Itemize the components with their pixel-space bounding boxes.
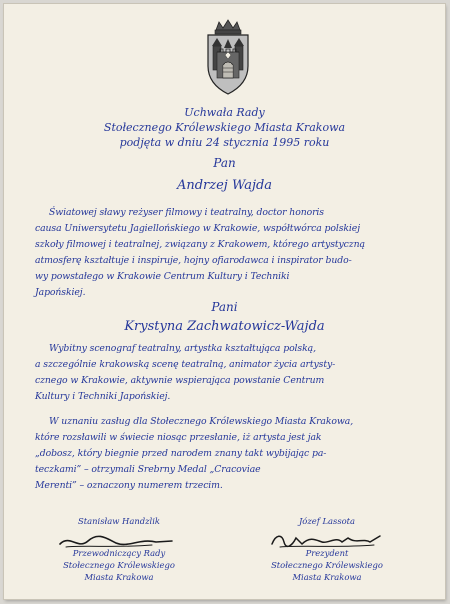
right-signatory-name: Józef Lassota xyxy=(298,516,356,526)
right-signatory-title: Stołecznego Królewskiego xyxy=(271,560,383,570)
recipient2-salutation: Pani xyxy=(211,300,238,314)
resolution-issuer: Stołecznego Królewskiego Miasta Krakowa xyxy=(103,121,346,134)
recipient1-line: causa Uniwersytetu Jagiellońskiego w Krakowie, współtwórca polskiej xyxy=(35,223,360,234)
resolution-line: Merenti” – oznaczony numerem trzecim. xyxy=(35,480,223,491)
resolution-line: W uznaniu zasług dla Stołecznego Królewskiego Miasta Krakowa, xyxy=(49,416,354,427)
recipient2-line: Wybitny scenograf teatralny, artystka kształtująca polską, xyxy=(49,343,316,354)
recipient1-line: atmosferę kształtuje i inspiruje, hojny ofiarodawca i inspirator budo- xyxy=(35,255,352,266)
left-signatory-title: Przewodniczący Rady xyxy=(72,548,166,558)
recipient1-salutation: Pan xyxy=(213,156,236,170)
right-signatory-title: Prezydent xyxy=(305,548,349,558)
recipient1-line: wy powstałego w Krakowie Centrum Kultury i Techniki xyxy=(35,271,290,282)
recipient2-line: Kultury i Techniki Japońskiej. xyxy=(35,391,171,402)
left-signatory-title: Miasta Krakowa xyxy=(84,572,154,582)
resolution-line: teczkami” – otrzymali Srebrny Medal „Cracoviae xyxy=(35,464,261,475)
resolution-line: które rozsławili w świecie niosąc przesłanie, iż artysta jest jak xyxy=(35,432,322,443)
right-signatory-title: Miasta Krakowa xyxy=(292,572,362,582)
recipient2-name: Krystyna Zachwatowicz-Wajda xyxy=(124,319,325,334)
recipient1-line: szkoły filmowej i teatralnej, związany z Krakowem, którego artystyczną xyxy=(35,239,365,250)
left-signatory-title: Stołecznego Królewskiego xyxy=(63,560,175,570)
recipient1-line: Japońskiej. xyxy=(35,287,86,298)
recipient1-name: Andrzej Wajda xyxy=(176,178,273,193)
diploma-sheet xyxy=(4,4,445,599)
right-handwritten-signature xyxy=(266,530,386,550)
resolution-heading: Uchwała Rady xyxy=(184,106,265,119)
left-signatory-name: Stanisław Handzlik xyxy=(78,516,160,526)
resolution-date: podjęta w dniu 24 stycznia 1995 roku xyxy=(119,136,330,149)
krakow-coat-of-arms-icon xyxy=(204,18,252,98)
resolution-line: „dobosz, który biegnie przed narodem znany takt wybijając pa- xyxy=(35,448,327,459)
recipient2-line: a szczególnie krakowską scenę teatralną, animator życia artysty- xyxy=(35,359,336,370)
recipient1-line: Światowej sławy reżyser filmowy i teatralny, doctor honoris xyxy=(49,207,324,218)
recipient2-line: cznego w Krakowie, aktywnie wspierająca powstanie Centrum xyxy=(35,375,325,386)
